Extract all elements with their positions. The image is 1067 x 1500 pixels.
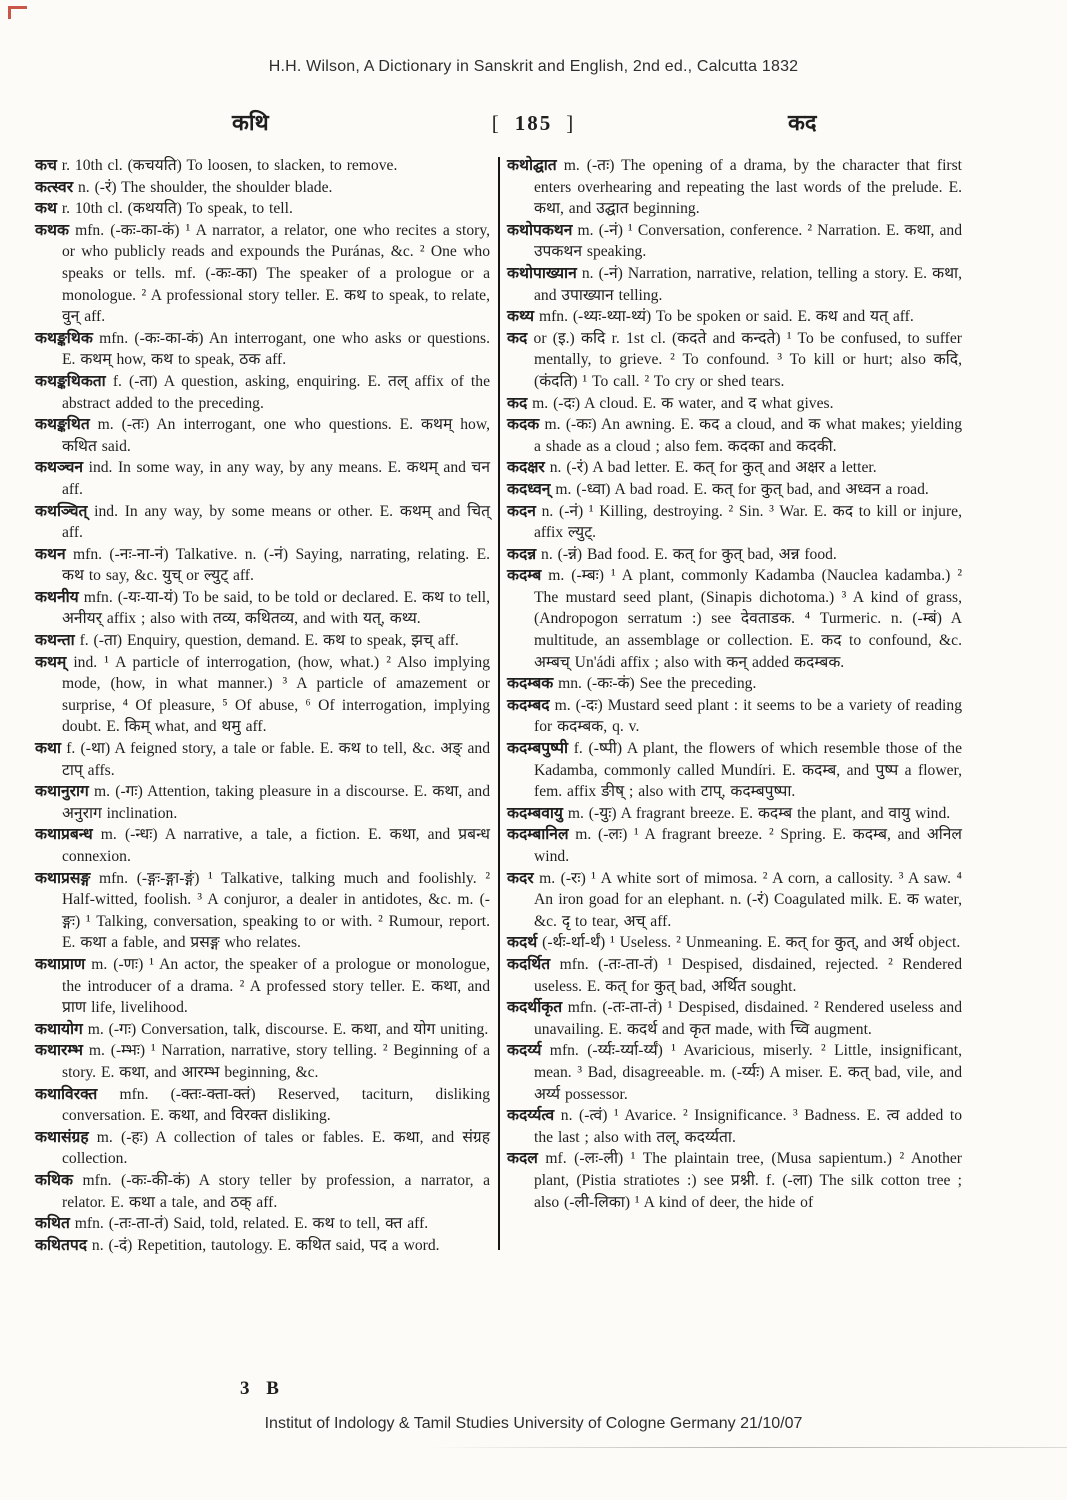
dictionary-entry (35, 954, 490, 1019)
dictionary-entry (35, 414, 490, 457)
dictionary-entry (507, 803, 962, 825)
dictionary-entry (507, 306, 962, 328)
entry-body: f. (-था) A feigned story, a tale or fable. E. कथ to tell, &c. अङ् and टाप् affs. (60, 740, 490, 779)
entry-headword: कथायोग (35, 1020, 83, 1038)
entry-body: or (इ.) कदि r. 1st cl. (कदते and कन्दते) ¹ To be confused, to suffer mentally, to grieve. ² To confound. ³ To kill or hurt; also कदि, (कंदति) ¹ To call. ² To cry or shed tears. (527, 329, 962, 390)
entry-body: ind. In any way, by some means or other. E. कथम् and चित् aff. (62, 502, 490, 542)
entry-body: m. (-म्बः) ¹ A plant, commonly Kadamba (Nauclea kadamba.) ² The mustard seed plant, (Sinapis dichotoma.) ³ A kind of grass, (Andropogon serratum :) see देवताडक. ⁴ Turmeric. n. (-म्बं) A multitude, an assemblage or collection. E. कद to confound, &c. अम्बच् Un'ádi affix ; also with कन् added कदम्बक. (534, 567, 962, 671)
entry-body: mfn. (-यः-या-यं) To be said, to be told or declared. E. कथ to tell, अनीयर् affix ; also with तव्य, कथितव्य, and with यत्, कथ्य. (62, 588, 490, 628)
entry-headword: कदन (507, 502, 536, 520)
entry-headword: कथन्ता (35, 632, 75, 650)
dictionary-entry (35, 198, 490, 220)
dictionary-entry (507, 738, 962, 803)
entry-headword: कथङ्कथिकता (35, 372, 106, 390)
dictionary-entry (35, 1019, 490, 1041)
entry-body: m. (-णः) ¹ An actor, the speaker of a prologue or monologue, the introducer of a drama. ² A professed story teller. E. कथा, and प्राण life, livelihood. (62, 955, 490, 1017)
entry-headword: कथोपाख्यान (507, 264, 577, 282)
entry-body: m. (-लः) ¹ A fragrant breeze. ² Spring. E. कदम्ब, and अनिल wind. (534, 826, 962, 865)
dictionary-entry (507, 932, 962, 954)
entry-headword: कदध्वन् (507, 480, 551, 498)
entry-body: m. (-नं) ¹ Conversation, conference. ² Narration. E. कथा, and उपकथन speaking. (534, 221, 962, 261)
entry-headword: कदर्थीकृत (507, 999, 563, 1017)
entry-body: n. (-न्नं) Bad food. E. कत् for कुत् bad, अन्न food. (536, 545, 837, 563)
entry-body: n. (-रं) A bad letter. E. कत् for कुत् and अक्षर a letter. (544, 459, 877, 477)
entry-headword: कथञ्चित् (35, 502, 88, 520)
dictionary-entry (507, 393, 962, 415)
dictionary-entry (507, 544, 962, 566)
dictionary-entry (35, 587, 490, 630)
entry-headword: कदर्थित (507, 955, 551, 973)
entry-headword: कदम्बक (507, 675, 554, 693)
entry-body: m. (-कः) An awning. E. कद a cloud, and क what makes; yielding a shade as a cloud ; also fem. कदका and कदकी. (534, 416, 962, 455)
entry-headword: कथितपद (35, 1236, 88, 1254)
entry-headword: कथानुराग (35, 783, 89, 801)
dictionary-entry (507, 1105, 962, 1148)
bracket-close: ] (566, 111, 576, 135)
dictionary-entry (35, 738, 490, 781)
entry-body: f. (-ता) A question, asking, enquiring. E. तल् affix of the abstract added to the preceding. (62, 372, 490, 412)
entry-headword: कथन (35, 545, 66, 563)
dictionary-entry (35, 824, 490, 867)
entry-body: mfn. (-तः-ता-तं) Said, told, related. E. कथ to tell, क्त aff. (69, 1215, 429, 1233)
entry-headword: कथाप्रबन्ध (35, 826, 93, 844)
entry-body: m. (-तः) An interrogant, one who questions. E. कथम् how, कथित said. (62, 416, 490, 455)
scan-attribution-footer: Institut of Indology & Tamil Studies University of Cologne Germany 21/10/07 (264, 1415, 803, 1432)
dictionary-entry (35, 371, 490, 414)
dictionary-entry (507, 673, 962, 695)
entry-headword: कदर (507, 869, 534, 887)
signature-mark: 3 B (240, 1378, 285, 1399)
entry-body: r. 10th cl. (कथयति) To speak, to tell. (56, 200, 293, 218)
entry-headword: कच (35, 157, 57, 174)
dictionary-entry (35, 1213, 490, 1235)
entry-headword: कथारम्भ (35, 1042, 83, 1060)
header-right-catchword: कद (788, 110, 817, 135)
entry-body: m. (-रः) ¹ A white sort of mimosa. ² A corn, a callosity. ³ A saw. ⁴ An iron goad for an elephant. n. (-रं) Coagulated milk. E. क water, &c. दृ to tear, अच् aff. (533, 869, 962, 930)
dictionary-entry (507, 695, 962, 738)
dictionary-entry (507, 328, 962, 393)
entry-headword: कदम्बानिल (507, 826, 569, 844)
dictionary-entry (507, 868, 962, 933)
entry-body: r. 10th cl. (कचयति) To loosen, to slacken, to remove. (56, 157, 398, 174)
entry-body: (-र्थः-र्था-र्थं) ¹ Useless. ² Unmeaning. E. कत् for कुत्, and अर्थ object. (537, 934, 961, 952)
dictionary-entry (507, 414, 962, 457)
entry-headword: कथङ्कथिक (35, 329, 93, 347)
entry-body: n. (-नं) ¹ Killing, destroying. ² Sin. ³ War. E. कद to kill or injure, affix ल्युट्. (534, 502, 962, 542)
dictionary-entry (35, 781, 490, 824)
entry-headword: कथाप्राण (35, 955, 86, 973)
entry-headword: कदक्षर (507, 459, 545, 477)
entry-headword: कद (507, 394, 528, 412)
entry-body: f. (-ष्पी) A plant, the flowers of which resemble those of the Kadamba, commonly called Mundíri. E. कदम्ब, and पुष्प a flower, fem. affix ङीष् ; also with टाप्, कदम्बपुष्पा. (534, 740, 962, 801)
entry-headword: कदर्थ (507, 934, 538, 952)
entry-body: mfn. (-थ्यः-थ्या-थ्यं) To be spoken or said. E. कथ and यत् aff. (534, 308, 914, 326)
entry-headword: कदम्ब (507, 567, 542, 585)
dictionary-entry (35, 544, 490, 587)
dictionary-entry (35, 1170, 490, 1213)
dictionary-entry (35, 1084, 490, 1127)
entry-body: mfn. (-तः-ता-तं) ¹ Despised, disdained. ² Rendered useless and unavailing. E. कदर्थ and कृत made, with च्वि augment. (534, 999, 962, 1038)
entry-body: mfn. (-कः-का-कं) ¹ A narrator, a relator, one who recites a story, or who publicly reads and expounds the Puránas, &c. ² One who speaks or tells. mf. (-कः-का) The speaker of a prologue or a monologue. ² A professional story teller. E. कथ to speak, to relate, वुन् aff. (62, 221, 490, 326)
entry-headword: कदल (507, 1150, 538, 1168)
dictionary-entry (507, 501, 962, 544)
dictionary-entry (35, 652, 490, 738)
bracket-open: [ (491, 111, 501, 135)
entry-headword: कथनीय (35, 588, 79, 606)
entry-body: mfn. (-क्तः-क्ता-क्तं) Reserved, taciturn, disliking conversation. E. कथा, and विरक्त disliking. (62, 1085, 490, 1125)
entry-body: n. (-दं) Repetition, tautology. E. कथित said, पद a word. (87, 1236, 440, 1254)
entry-body: mfn. (-ङ्गः-ङ्गा-ङ्गं) ¹ Talkative, talking much and foolishly. ² Half-witted, foolish. ³ A conjuror, a dealer in antidotes, &c. m. (-ङ्गः) ¹ Talking, conversation, speaking to or with. ² Rumour, report. E. कथा a fable, and प्रसङ्ग who relates. (62, 869, 490, 952)
scan-attribution-header: H.H. Wilson, A Dictionary in Sanskrit and English, 2nd ed., Calcutta 1832 (268, 58, 799, 75)
dictionary-entry (35, 868, 490, 954)
entry-body: m. (-न्धः) A narrative, a tale, a fiction. E. कथा, and प्रबन्ध connexion. (62, 826, 490, 865)
page-header (0, 108, 1067, 138)
entry-headword: कदम्बपुष्पी (507, 740, 569, 758)
dictionary-entry (35, 177, 490, 199)
entry-headword: कथिक (35, 1171, 73, 1189)
entry-headword: कदर्य्यत्व (507, 1107, 555, 1125)
page-number (0, 108, 1067, 138)
entry-body: mfn. (-र्य्यः-र्य्या-र्य्यं) ¹ Avaricious, miserly. ² Little, insignificant, mean. ³ Bad, disagreeable. m. (-र्य्यः) A miser. E. कत् bad, vile, and अर्य्य possessor. (534, 1042, 962, 1103)
entry-body: m. (-तः) The opening of a drama, by the character that first enters overhearing and repeating the last words of the prelude. E. कथा, and उद्घात beginning. (534, 157, 962, 218)
entry-headword: कद (507, 329, 528, 347)
entry-headword: कदर्य्य (507, 1042, 542, 1060)
entry-body: m. (-गः) Attention, taking pleasure in a discourse. E. कथा, and अनुराग inclination. (62, 783, 490, 822)
column-divider-rule (498, 157, 500, 1250)
dictionary-entry (35, 1127, 490, 1170)
entry-headword: कथोद्घात (507, 157, 557, 174)
dictionary-entry (507, 220, 962, 263)
dictionary-entry (507, 954, 962, 997)
entry-body: mn. (-कः-कं) See the preceding. (553, 675, 757, 693)
dictionary-entry (507, 479, 962, 501)
entry-headword: कदम्बद (507, 696, 550, 714)
dictionary-entry (507, 1148, 962, 1213)
entry-body: m. (-दः) Mustard seed plant : it seems to be a variety of reading for कदम्बक, q. v. (534, 696, 962, 736)
page-number-value: 185 (514, 111, 553, 135)
entry-headword: कथोपकथन (507, 221, 573, 239)
entry-body: m. (-हः) A collection of tales or fables. E. कथा, and संग्रह collection. (62, 1128, 490, 1168)
dictionary-entry (35, 1235, 490, 1257)
dictionary-entry (507, 997, 962, 1040)
dictionary-entry (507, 155, 962, 220)
entry-body: m. (-म्भः) ¹ Narration, narrative, story telling. ² Beginning of a story. E. कथा, and आरम्भ beginning, &c. (62, 1042, 490, 1081)
entry-body: n. (-त्वं) ¹ Avarice. ² Insignificance. ³ Badness. E. त्व added to the last ; also with तल्, कदर्य्यता. (534, 1107, 962, 1146)
header-left-catchword: कथि (232, 110, 269, 135)
entry-headword: कथ (35, 200, 57, 218)
dictionary-entry (507, 565, 962, 673)
entry-headword: कथाप्रसङ्ग (35, 869, 91, 887)
dictionary-entry (507, 263, 962, 306)
entry-body: f. (-ता) Enquiry, question, demand. E. कथ to speak, झच् aff. (74, 632, 459, 650)
dictionary-entry (35, 155, 490, 177)
dictionary-entry (35, 630, 490, 652)
scan-artifact-line (430, 1447, 1067, 1448)
entry-headword: कथित (35, 1215, 70, 1233)
entry-body: n. (-रं) The shoulder, the shoulder blade. (73, 178, 333, 196)
entry-body: mfn. (-कः-का-कं) An interrogant, one who asks or questions. E. कथम् how, कथ to speak, ठक aff. (62, 329, 490, 369)
entry-body: mfn. (-तः-ता-तं) ¹ Despised, disdained, rejected. ² Rendered useless. E. कत् for कुत् bad, अर्थित sought. (534, 955, 962, 995)
dictionary-entry (507, 457, 962, 479)
entry-body: mfn. (-कः-की-कं) A story teller by profession, a narrator, a relator. E. कथा a tale, and ठक् aff. (62, 1171, 490, 1211)
entry-body: ind. In some way, in any way, by any means. E. कथम् and चन aff. (62, 459, 490, 498)
entry-body: ind. ¹ A particle of interrogation, (how, what.) ² Also implying mode, (how, in what manner.) ³ A particle of amazement or surprise, ⁴ Of pleasure, ⁵ Of abuse, ⁶ Of interrogation, implying doubt. E. किम् what, and थमु aff. (62, 653, 490, 736)
entry-body: m. (-युः) A fragrant breeze. E. कदम्ब the plant, and वायु wind. (562, 804, 951, 822)
entry-headword: कथ्य (507, 308, 535, 326)
entry-headword: कथङ्कथित (35, 416, 90, 434)
entry-headword: कथक (35, 221, 69, 239)
dictionary-entry (507, 824, 962, 867)
entry-headword: कथञ्चन (35, 459, 84, 477)
entry-body: m. (-दः) A cloud. E. क water, and द what gives. (527, 394, 834, 412)
entry-body: m. (-गः) Conversation, talk, discourse. E. कथा, and योग uniting. (82, 1020, 489, 1038)
scan-corner-mark (8, 6, 27, 19)
entry-body: mf. (-लः-ली) ¹ The plaintain tree, (Musa sapientum.) ² Another plant, (Pistia stratiotes :) see प्रश्नी. f. (-ला) The silk cotton tree ; also (-ली-लिका) ¹ A kind of deer, the hide of (534, 1150, 962, 1211)
entry-headword: कथा (35, 740, 61, 758)
entry-headword: कथम् (35, 653, 67, 671)
right-column (507, 155, 962, 1256)
entry-headword: कदन्न (507, 545, 537, 563)
dictionary-entry (35, 1040, 490, 1083)
entry-body: mfn. (-नः-ना-नं) Talkative. n. (-नं) Saying, narrating, relating. E. कथ to say, &c. युच् or ल्युट् aff. (62, 545, 490, 585)
dictionary-entry (35, 328, 490, 371)
entry-headword: कथाविरक्त (35, 1085, 98, 1103)
entry-headword: कदक (507, 416, 540, 434)
dictionary-entry (35, 501, 490, 544)
left-column (35, 155, 490, 1256)
dictionary-columns (35, 155, 977, 1256)
entry-headword: कथासंग्रह (35, 1128, 89, 1146)
entry-body: n. (-नं) Narration, narrative, relation, telling a story. E. कथा, and उपाख्यान telling. (534, 264, 962, 304)
dictionary-entry (35, 220, 490, 328)
entry-headword: कदम्बवायु (507, 804, 563, 822)
dictionary-entry (507, 1040, 962, 1105)
entry-headword: कत्स्वर (35, 178, 74, 196)
dictionary-entry (35, 457, 490, 500)
entry-body: m. (-ध्वा) A bad road. E. कत् for कुत् bad, and अध्वन a road. (550, 480, 929, 498)
